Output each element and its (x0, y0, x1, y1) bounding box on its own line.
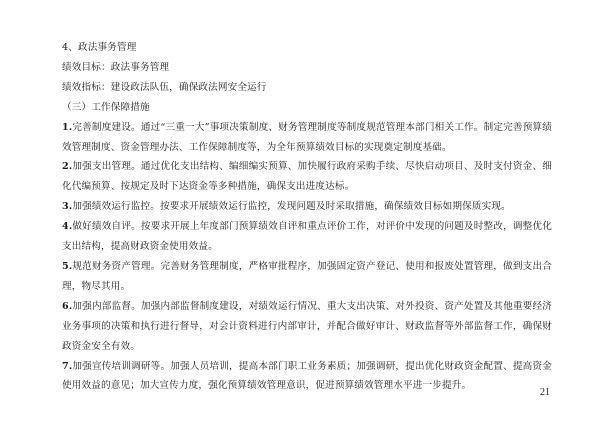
measure-title: 加强宣传培训调研等。 (72, 360, 171, 372)
measure-text: 按要求开展绩效运行监控，发现问题及时采取措施，确保绩效目标如期保质实现。 (160, 201, 511, 213)
measure-text: 按要求开展上年度部门预算绩效自评和重点评价工作，对评价中发现的问题及时整改，调整优化支出结构，提高财政资金使用效益。 (62, 221, 552, 253)
measure-title: 做好绩效自评。 (72, 221, 141, 233)
performance-goal: 绩效目标：政法事务管理 (62, 61, 170, 73)
section-heading: 4、政法事务管理 (62, 42, 137, 53)
document-body (62, 38, 552, 396)
measure-item-6 (62, 297, 552, 357)
performance-indicator: 绩效指标：建设政法队伍，确保政法网安全运行 (62, 81, 267, 93)
page-number: 21 (540, 387, 550, 398)
measure-number: 1. (62, 121, 73, 133)
measure-text: 通过“三重一大”事项决策制度、财务管理制度等制度规范管理本部门相关工作。制定完善预算绩效管理制度、资金管理办法、工作保障制度等，为全年预算绩效目标的实现奠定制度基础。 (62, 121, 552, 153)
measure-title: 规范财务资产管理。 (72, 260, 161, 272)
measure-title: 加强支出管理。 (72, 161, 141, 173)
measure-number: 4. (62, 221, 73, 233)
measure-item-5 (62, 257, 552, 297)
measure-title: 加强绩效运行监控。 (72, 201, 161, 213)
measure-item-7 (62, 357, 552, 397)
measure-item-2 (62, 157, 552, 197)
measure-number: 7. (62, 360, 73, 372)
measure-item-4 (62, 217, 552, 257)
measure-title: 加强内部监督。 (72, 300, 141, 312)
measure-text: 加强内部监督制度建设，对绩效运行情况、重大支出决策、对外投资、资产处置及其他重要经济业务事项的决策和执行进行督导，对会计资料进行内部审计，并配合做好审计、财政监督等外部监督工作，确保财政资金安全有效。 (62, 300, 552, 352)
measure-number: 6. (62, 300, 73, 312)
measure-number: 5. (62, 260, 73, 272)
measures-heading: （三）工作保障措施 (62, 101, 150, 113)
measure-item-3 (62, 197, 552, 217)
measure-text: 通过优化支出结构、编细编实预算、加快履行政府采购手续、尽快启动项目、及时支付资金、细化代编预算、按规定及时下达资金等多种措施，确保支出进度达标。 (62, 161, 552, 193)
measure-text: 加强人员培训，提高本部门职工业务素质；加强调研，提出优化财政资金配置、提高资金使用效益的意见；加大宣传力度，强化预算绩效管理意识，促进预算绩效管理水平进一步提升。 (62, 360, 552, 392)
measure-title: 完善制度建设。 (72, 121, 141, 133)
measure-number: 3. (62, 201, 73, 213)
measure-item-1 (62, 118, 552, 158)
measure-number: 2. (62, 161, 73, 173)
measure-text: 完善财务管理制度，严格审批程序，加强固定资产登记、使用和报废处置管理，做到支出合理，物尽其用。 (62, 260, 552, 292)
